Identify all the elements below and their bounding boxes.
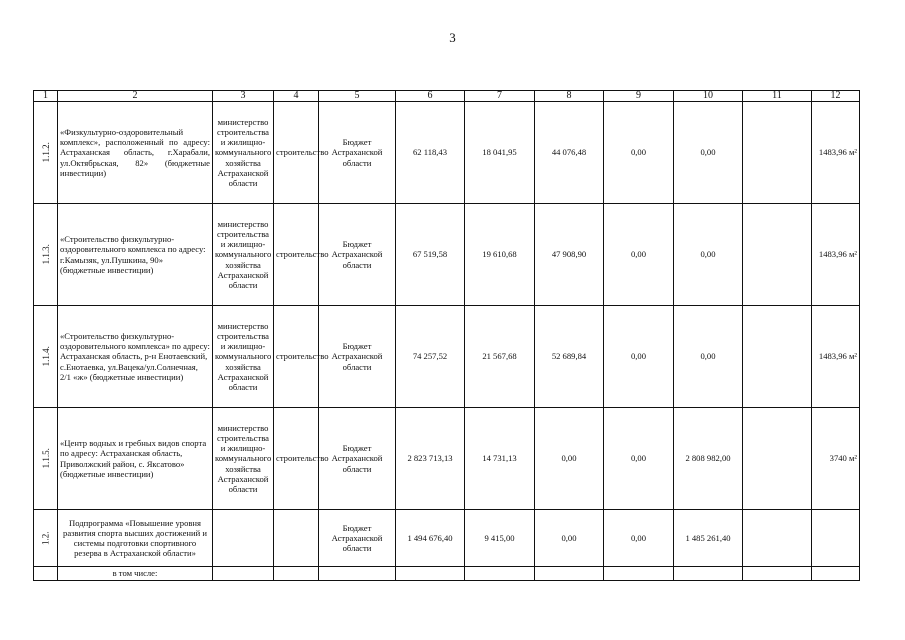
row-area: 1483,96 м² <box>812 102 860 204</box>
header-cell: 12 <box>812 91 860 102</box>
header-cell: 3 <box>213 91 274 102</box>
empty-cell <box>674 567 743 581</box>
row-col11 <box>743 306 812 408</box>
table-row <box>34 102 860 204</box>
row-index <box>34 567 58 581</box>
row-col9: 0,00 <box>604 204 674 306</box>
row-col10: 2 808 982,00 <box>674 408 743 510</box>
row-name: Подпрограмма «Повышение уровня развития спорта высших достижений и системы подготовки спортивного резерва в Астраханской области» <box>58 510 213 567</box>
row-area: 3740 м² <box>812 408 860 510</box>
header-cell: 11 <box>743 91 812 102</box>
row-name: «Центр водных и гребных видов спорта по адресу: Астраханская область, Приволжский район, с. Яксатово» (бюджетные инвестиции) <box>58 408 213 510</box>
row-executor: министерство строительства и жилищно-коммунального хозяйства Астраханской области <box>213 408 274 510</box>
row-col9: 0,00 <box>604 408 674 510</box>
empty-cell <box>213 567 274 581</box>
row-col10: 0,00 <box>674 306 743 408</box>
row-col8: 47 908,90 <box>535 204 604 306</box>
row-col8: 0,00 <box>535 510 604 567</box>
row-source: Бюджет Астраханской области <box>319 510 396 567</box>
row-index: 1.1.4. <box>34 306 58 408</box>
row-area: 1483,96 м² <box>812 204 860 306</box>
empty-cell <box>465 567 535 581</box>
header-cell: 1 <box>34 91 58 102</box>
row-col9: 0,00 <box>604 306 674 408</box>
row-work-type: строительство <box>274 102 319 204</box>
header-cell: 6 <box>396 91 465 102</box>
row-area <box>812 510 860 567</box>
program-table <box>33 90 860 581</box>
row-name: «Строительство физкультурно-оздоровительного комплекса» по адресу: Астраханская область, р-н Енотаевский, с.Енотаевка, ул.Вацека/ул.Солнечная, 2/1 «ж» (бюджетные инвестиции) <box>58 306 213 408</box>
empty-cell <box>743 567 812 581</box>
row-col10: 1 485 261,40 <box>674 510 743 567</box>
row-col11 <box>743 102 812 204</box>
row-col8: 0,00 <box>535 408 604 510</box>
header-cell: 5 <box>319 91 396 102</box>
row-executor <box>213 510 274 567</box>
header-row <box>34 91 860 102</box>
row-col6: 1 494 676,40 <box>396 510 465 567</box>
empty-cell <box>604 567 674 581</box>
header-cell: 9 <box>604 91 674 102</box>
row-col10: 0,00 <box>674 204 743 306</box>
row-col8: 52 689,84 <box>535 306 604 408</box>
header-cell: 2 <box>58 91 213 102</box>
row-label-including: в том числе: <box>58 567 213 581</box>
empty-cell <box>319 567 396 581</box>
row-col6: 2 823 713,13 <box>396 408 465 510</box>
row-col8: 44 076,48 <box>535 102 604 204</box>
row-index: 1.1.2. <box>34 102 58 204</box>
row-col11 <box>743 204 812 306</box>
row-col6: 62 118,43 <box>396 102 465 204</box>
row-work-type: строительство <box>274 204 319 306</box>
header-cell: 8 <box>535 91 604 102</box>
row-executor: министерство строительства и жилищно-коммунального хозяйства Астраханской области <box>213 306 274 408</box>
table-row <box>34 306 860 408</box>
row-source: Бюджет Астраханской области <box>319 204 396 306</box>
row-source: Бюджет Астраханской области <box>319 408 396 510</box>
empty-cell <box>274 567 319 581</box>
row-col6: 74 257,52 <box>396 306 465 408</box>
row-work-type <box>274 510 319 567</box>
row-index: 1.2. <box>34 510 58 567</box>
row-col7: 14 731,13 <box>465 408 535 510</box>
row-col10: 0,00 <box>674 102 743 204</box>
row-col9: 0,00 <box>604 102 674 204</box>
row-name: «Строительство физкультурно-оздоровительного комплекса по адресу: г.Камызяк, ул.Пушкина, 90» (бюджетные инвестиции) <box>58 204 213 306</box>
row-col9: 0,00 <box>604 510 674 567</box>
row-work-type: строительство <box>274 306 319 408</box>
row-source: Бюджет Астраханской области <box>319 306 396 408</box>
empty-cell <box>535 567 604 581</box>
page-number: 3 <box>449 30 456 45</box>
row-work-type: строительство <box>274 408 319 510</box>
row-source: Бюджет Астраханской области <box>319 102 396 204</box>
row-index: 1.1.5. <box>34 408 58 510</box>
table-row <box>34 204 860 306</box>
row-col7: 21 567,68 <box>465 306 535 408</box>
row-col7: 9 415,00 <box>465 510 535 567</box>
empty-cell <box>812 567 860 581</box>
row-col7: 19 610,68 <box>465 204 535 306</box>
row-col11 <box>743 408 812 510</box>
header-cell: 10 <box>674 91 743 102</box>
empty-cell <box>396 567 465 581</box>
table-row <box>34 567 860 581</box>
header-cell: 7 <box>465 91 535 102</box>
row-col11 <box>743 510 812 567</box>
table-row <box>34 408 860 510</box>
row-name: «Физкультурно-оздоровительный комплекс», расположенный по адресу: Астраханская область, г.Харабали, ул.Октябрьская, 82» (бюджетные инвестиции) <box>58 102 213 204</box>
row-executor: министерство строительства и жилищно-коммунального хозяйства Астраханской области <box>213 204 274 306</box>
row-area: 1483,96 м² <box>812 306 860 408</box>
row-col6: 67 519,58 <box>396 204 465 306</box>
row-index: 1.1.3. <box>34 204 58 306</box>
table-row <box>34 510 860 567</box>
header-cell: 4 <box>274 91 319 102</box>
row-col7: 18 041,95 <box>465 102 535 204</box>
row-executor: министерство строительства и жилищно-коммунального хозяйства Астраханской области <box>213 102 274 204</box>
